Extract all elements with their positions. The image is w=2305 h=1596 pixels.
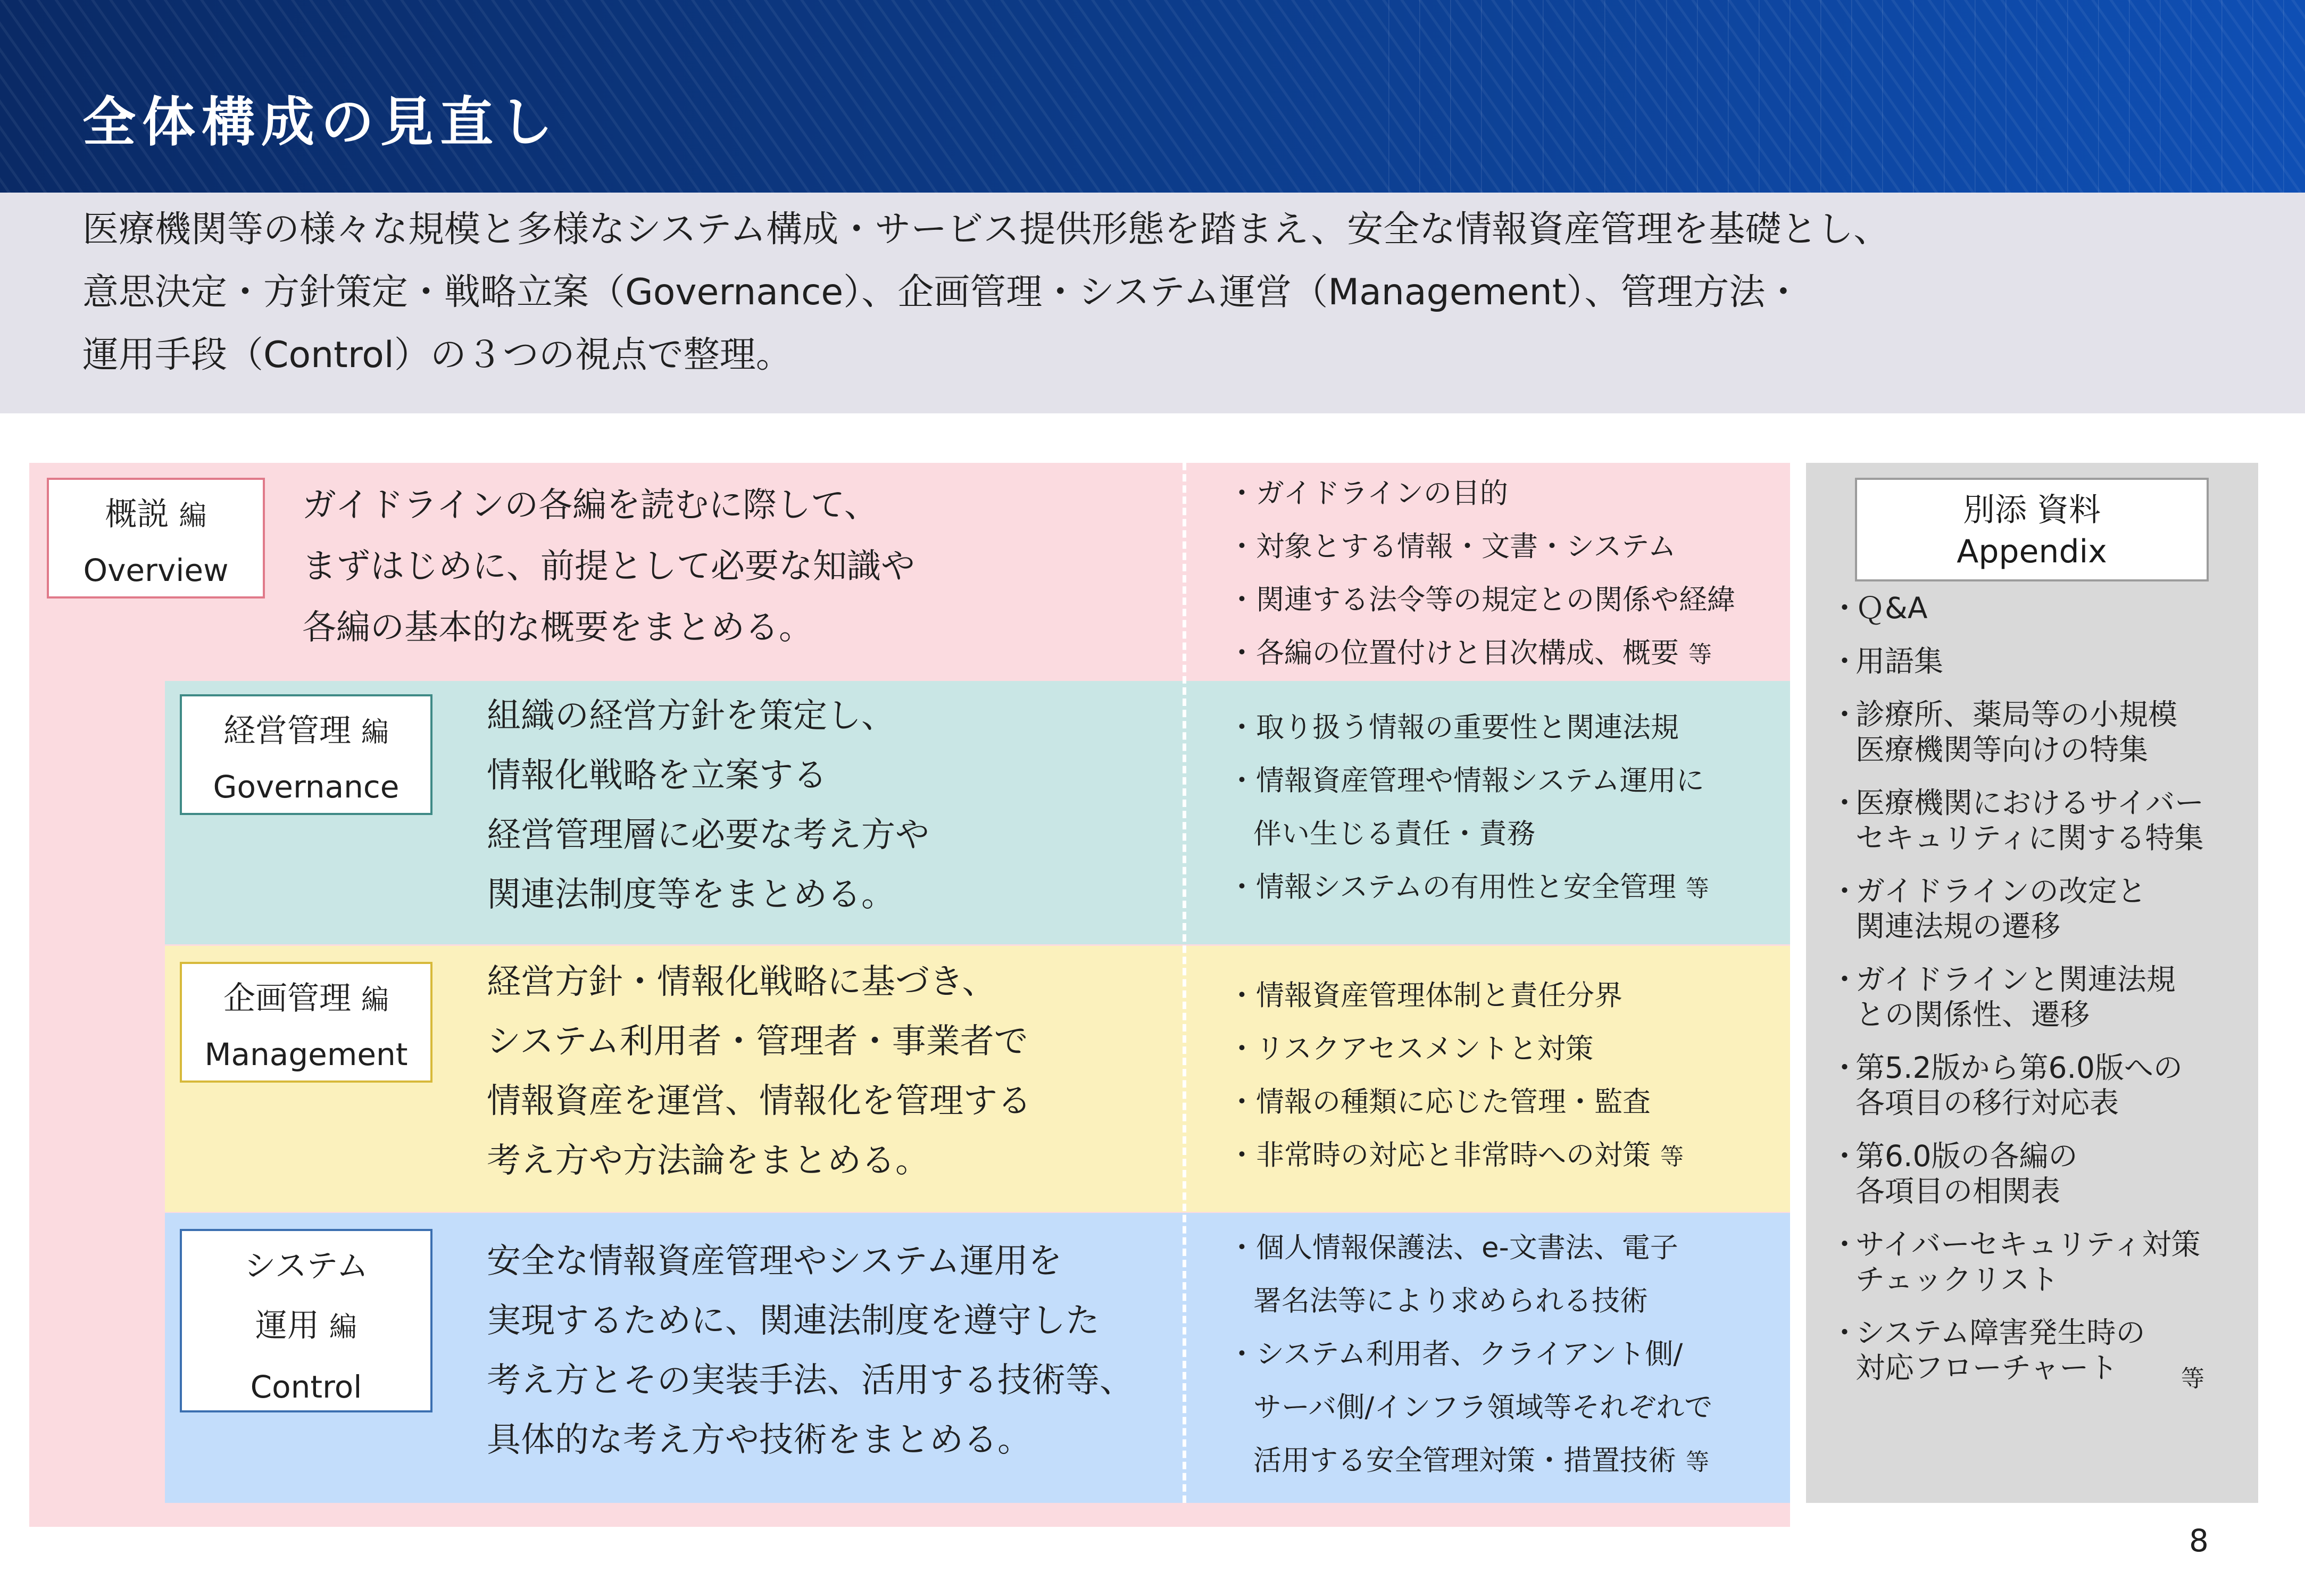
label-suffix: 編 bbox=[329, 1311, 357, 1343]
desc-line: 具体的な考え方や技術をまとめる。 bbox=[487, 1420, 1031, 1460]
etc-mark: 等 bbox=[1660, 1143, 1684, 1170]
bullet-item: ・個人情報保護法、e-文書法、電子 bbox=[1228, 1232, 1678, 1264]
desc-line: 経営方針・情報化戦略に基づき、 bbox=[487, 962, 996, 1002]
appendix-item bbox=[1830, 591, 1928, 626]
label-jp bbox=[182, 704, 430, 760]
label-suffix: 編 bbox=[361, 984, 389, 1016]
control-description bbox=[487, 1232, 1134, 1470]
label-jp-text: 企画管理 bbox=[223, 980, 351, 1017]
overview-label bbox=[47, 478, 265, 598]
bullet-text: ・非常時の対応と非常時への対策 bbox=[1228, 1139, 1651, 1171]
bullet-dot: ・ bbox=[1830, 644, 1860, 678]
page-number: 8 bbox=[2189, 1523, 2209, 1559]
desc-line: まずはじめに、前提として必要な知識や bbox=[302, 547, 915, 586]
bullet-dot: ・ bbox=[1830, 1139, 1860, 1173]
lead-line: 意思決定・方針策定・戦略立案（Governance）、企画管理・システム運営（Management）、管理方法・ bbox=[82, 271, 1802, 313]
etc-mark: 等 bbox=[1686, 1449, 1709, 1476]
desc-line: 関連法制度等をまとめる。 bbox=[487, 875, 895, 915]
desc-line: 組織の経営方針を策定し、 bbox=[487, 696, 895, 736]
desc-line: 各編の基本的な概要をまとめる。 bbox=[302, 608, 813, 647]
bullet-item: ・システム利用者、クライアント側/ bbox=[1228, 1338, 1683, 1370]
bullet-item: ・情報資産管理体制と責任分界 bbox=[1228, 979, 1622, 1012]
bullet-item: ・リスクアセスメントと対策 bbox=[1228, 1033, 1594, 1065]
bullet-dot: ・ bbox=[1830, 962, 1860, 996]
desc-line: ガイドラインの各編を読むに際して、 bbox=[302, 486, 878, 525]
desc-line: 考え方や方法論をまとめる。 bbox=[487, 1141, 929, 1181]
bullet-item: ・情報資産管理や情報システム運用に bbox=[1228, 764, 1704, 797]
bullet-item: 伴い生じる責任・責務 bbox=[1253, 818, 1535, 850]
management-bullets bbox=[1228, 969, 1684, 1184]
bullet-item: ・対象とする情報・文書・システム bbox=[1228, 530, 1676, 563]
lead-band bbox=[0, 193, 2305, 413]
etc-mark: 等 bbox=[2181, 1365, 2204, 1392]
appendix-item-text: 対応フローチャート bbox=[1855, 1351, 2118, 1385]
bullet-item: 署名法等により求められる技術 bbox=[1253, 1285, 1648, 1317]
governance-label bbox=[180, 694, 432, 815]
appendix-item-text: 医療機関等向けの特集 bbox=[1855, 733, 2149, 767]
governance-description bbox=[487, 686, 929, 925]
appendix-item-text: との関係性、遷移 bbox=[1855, 998, 2090, 1032]
desc-line: システム利用者・管理者・事業者で bbox=[487, 1022, 1028, 1061]
label-jp bbox=[49, 487, 263, 543]
etc-mark: 等 bbox=[1688, 641, 1712, 668]
appendix-item-text: セキュリティに関する特集 bbox=[1855, 821, 2204, 855]
control-bullets bbox=[1228, 1221, 1712, 1489]
appendix-item bbox=[1830, 697, 2177, 767]
governance-bullets bbox=[1228, 701, 1709, 916]
bullet-dot: ・ bbox=[1830, 786, 1860, 820]
appendix-item bbox=[1830, 785, 2204, 855]
bullet-item: ・ガイドラインの目的 bbox=[1228, 477, 1508, 510]
desc-line: 安全な情報資産管理やシステム運用を bbox=[487, 1242, 1062, 1281]
desc-line: 情報化戦略を立案する bbox=[487, 756, 827, 795]
bullet-dot: ・ bbox=[1830, 591, 1860, 625]
appendix-item-text: ガイドラインと関連法規 bbox=[1855, 962, 2176, 996]
appendix-item bbox=[1830, 1315, 2145, 1385]
appendix-item-text: サイバーセキュリティ対策 bbox=[1855, 1227, 2201, 1261]
desc-line: 情報資産を運営、情報化を管理する bbox=[487, 1082, 1031, 1121]
label-en: Control bbox=[250, 1369, 362, 1405]
bullet-dot: ・ bbox=[1830, 1316, 1860, 1350]
appendix-item-text: 診療所、薬局等の小規模 bbox=[1855, 697, 2178, 732]
label-jp bbox=[182, 1296, 430, 1357]
appendix-item-text: システム障害発生時の bbox=[1855, 1316, 2145, 1350]
management-description bbox=[487, 952, 1031, 1191]
bullet-item: ・取り扱う情報の重要性と関連法規 bbox=[1228, 711, 1679, 744]
bullet-item bbox=[1228, 627, 1735, 681]
label-suffix: 編 bbox=[179, 500, 207, 532]
overview-bullets bbox=[1228, 467, 1735, 681]
label-jp-text: 概説 bbox=[105, 496, 169, 533]
etc-mark: 等 bbox=[1685, 875, 1709, 902]
appendix-label-jp: 別添 資料 bbox=[1962, 492, 2101, 529]
bullet-dot: ・ bbox=[1830, 1227, 1860, 1261]
bullet-text: 活用する安全管理対策・措置技術 bbox=[1253, 1444, 1676, 1477]
bullet-dot: ・ bbox=[1830, 697, 1860, 732]
desc-line: 経営管理層に必要な考え方や bbox=[487, 816, 929, 855]
desc-line: 実現するために、関連法制度を遵守した bbox=[487, 1301, 1100, 1341]
management-label bbox=[180, 962, 432, 1083]
label-jp bbox=[182, 971, 430, 1027]
appendix-item bbox=[1830, 1050, 2183, 1120]
desc-line: 考え方とその実装手法、活用する技術等、 bbox=[487, 1361, 1134, 1400]
appendix-item-text: チェックリスト bbox=[1855, 1262, 2059, 1296]
appendix-item-text: 第5.2版から第6.0版への bbox=[1855, 1051, 2183, 1085]
label-suffix: 編 bbox=[361, 717, 389, 749]
overview-description bbox=[302, 475, 915, 659]
appendix-item bbox=[1830, 644, 1943, 679]
label-jp-line1: システム bbox=[244, 1248, 369, 1285]
appendix-item bbox=[1830, 1227, 2200, 1297]
appendix-item-text: Ｑ&A bbox=[1855, 591, 1928, 625]
bullet-text: ・情報システムの有用性と安全管理 bbox=[1228, 871, 1676, 903]
bullet-item: ・情報の種類に応じた管理・監査 bbox=[1228, 1086, 1651, 1118]
bullet-item: サーバ側/インフラ領域等それぞれで bbox=[1253, 1391, 1713, 1424]
appendix-item-text: 各項目の移行対応表 bbox=[1855, 1086, 2119, 1120]
appendix-item bbox=[1830, 962, 2176, 1032]
bullet-item bbox=[1228, 1434, 1712, 1489]
appendix-item-text: 関連法規の遷移 bbox=[1855, 909, 2061, 943]
label-en: Management bbox=[204, 1036, 408, 1073]
appendix-item-text: 医療機関におけるサイバー bbox=[1855, 786, 2204, 820]
label-jp-text: 経営管理 bbox=[223, 712, 351, 750]
bullet-item: ・関連する法令等の規定との関係や経緯 bbox=[1228, 584, 1735, 616]
appendix-label-en: Appendix bbox=[1957, 533, 2107, 570]
bullet-dot: ・ bbox=[1830, 1051, 1860, 1085]
label-en: Overview bbox=[83, 552, 229, 588]
bullet-dot: ・ bbox=[1830, 874, 1860, 908]
bullet-item bbox=[1228, 1129, 1684, 1184]
appendix-item-text: ガイドラインの改定と bbox=[1855, 874, 2146, 908]
dashed-divider bbox=[1183, 463, 1186, 1503]
appendix-item bbox=[1830, 1138, 2077, 1209]
appendix-item bbox=[1830, 874, 2146, 944]
lead-line: 医療機関等の様々な規模と多様なシステム構成・サービス提供形態を踏まえ、安全な情報資産管理を基礎とし、 bbox=[82, 209, 1890, 251]
bullet-text: ・各編の位置付けと目次構成、概要 bbox=[1228, 637, 1679, 669]
appendix-item-text: 用語集 bbox=[1855, 644, 1944, 678]
label-en: Governance bbox=[213, 769, 400, 805]
appendix-item-text: 各項目の相関表 bbox=[1855, 1174, 2061, 1208]
header-band bbox=[0, 0, 2305, 193]
page-title: 全体構成の見直し bbox=[82, 91, 559, 153]
lead-line: 運用手段（Control）の３つの視点で整理。 bbox=[82, 334, 792, 376]
label-jp-line2: 運用 bbox=[255, 1307, 319, 1344]
appendix-item-text: 第6.0版の各編の bbox=[1855, 1139, 2078, 1173]
bullet-item bbox=[1228, 861, 1709, 916]
control-label bbox=[180, 1229, 432, 1412]
appendix-label bbox=[1855, 478, 2209, 581]
